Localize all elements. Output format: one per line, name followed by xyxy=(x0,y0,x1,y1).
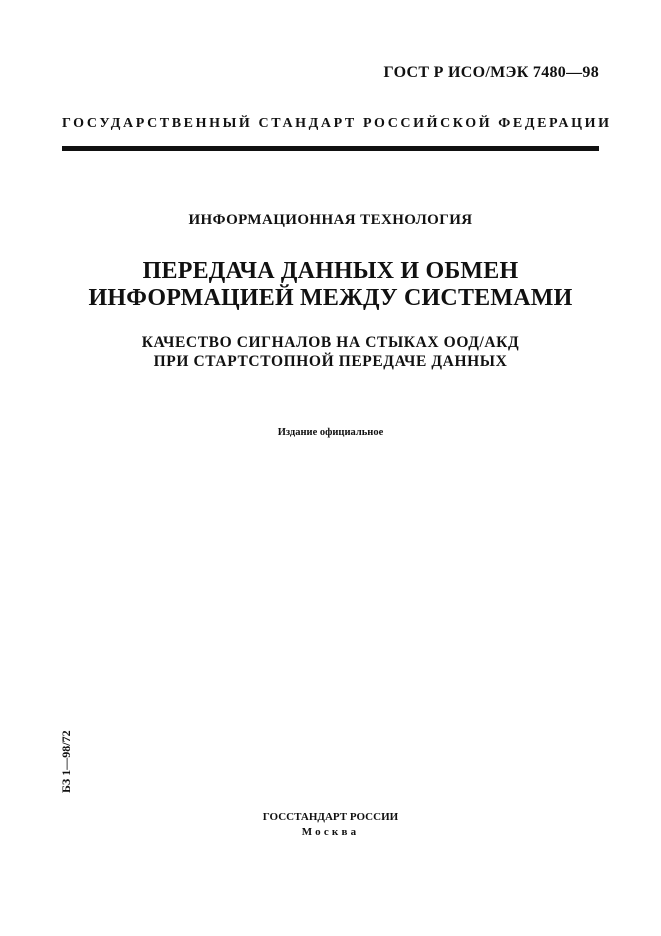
sub-title xyxy=(62,333,599,371)
publisher-city: Москва xyxy=(301,826,360,838)
subject-area-title: ИНФОРМАЦИОННАЯ ТЕХНОЛОГИЯ xyxy=(188,212,473,228)
sub-title-line-2: ПРИ СТАРТСТОПНОЙ ПЕРЕДАЧЕ ДАННЫХ xyxy=(153,353,508,370)
publisher-block xyxy=(62,810,599,840)
main-title xyxy=(40,258,621,312)
heading-divider xyxy=(62,146,599,151)
side-code: БЗ 1—98/72 xyxy=(59,730,73,793)
sub-title-line-1: КАЧЕСТВО СИГНАЛОВ НА СТЫКАХ ООД/АКД xyxy=(141,334,520,351)
state-standard-heading: ГОСУДАРСТВЕННЫЙ СТАНДАРТ РОССИЙСКОЙ ФЕДЕРАЦИИ xyxy=(62,116,612,131)
publisher-name: ГОССТАНДАРТ РОССИИ xyxy=(262,811,399,823)
main-title-line-2: ИНФОРМАЦИЕЙ МЕЖДУ СИСТЕМАМИ xyxy=(88,285,573,311)
edition-note: Издание официальное xyxy=(277,427,384,438)
main-title-line-1: ПЕРЕДАЧА ДАННЫХ И ОБМЕН xyxy=(142,258,519,284)
standard-number: ГОСТ Р ИСО/МЭК 7480—98 xyxy=(383,64,599,81)
